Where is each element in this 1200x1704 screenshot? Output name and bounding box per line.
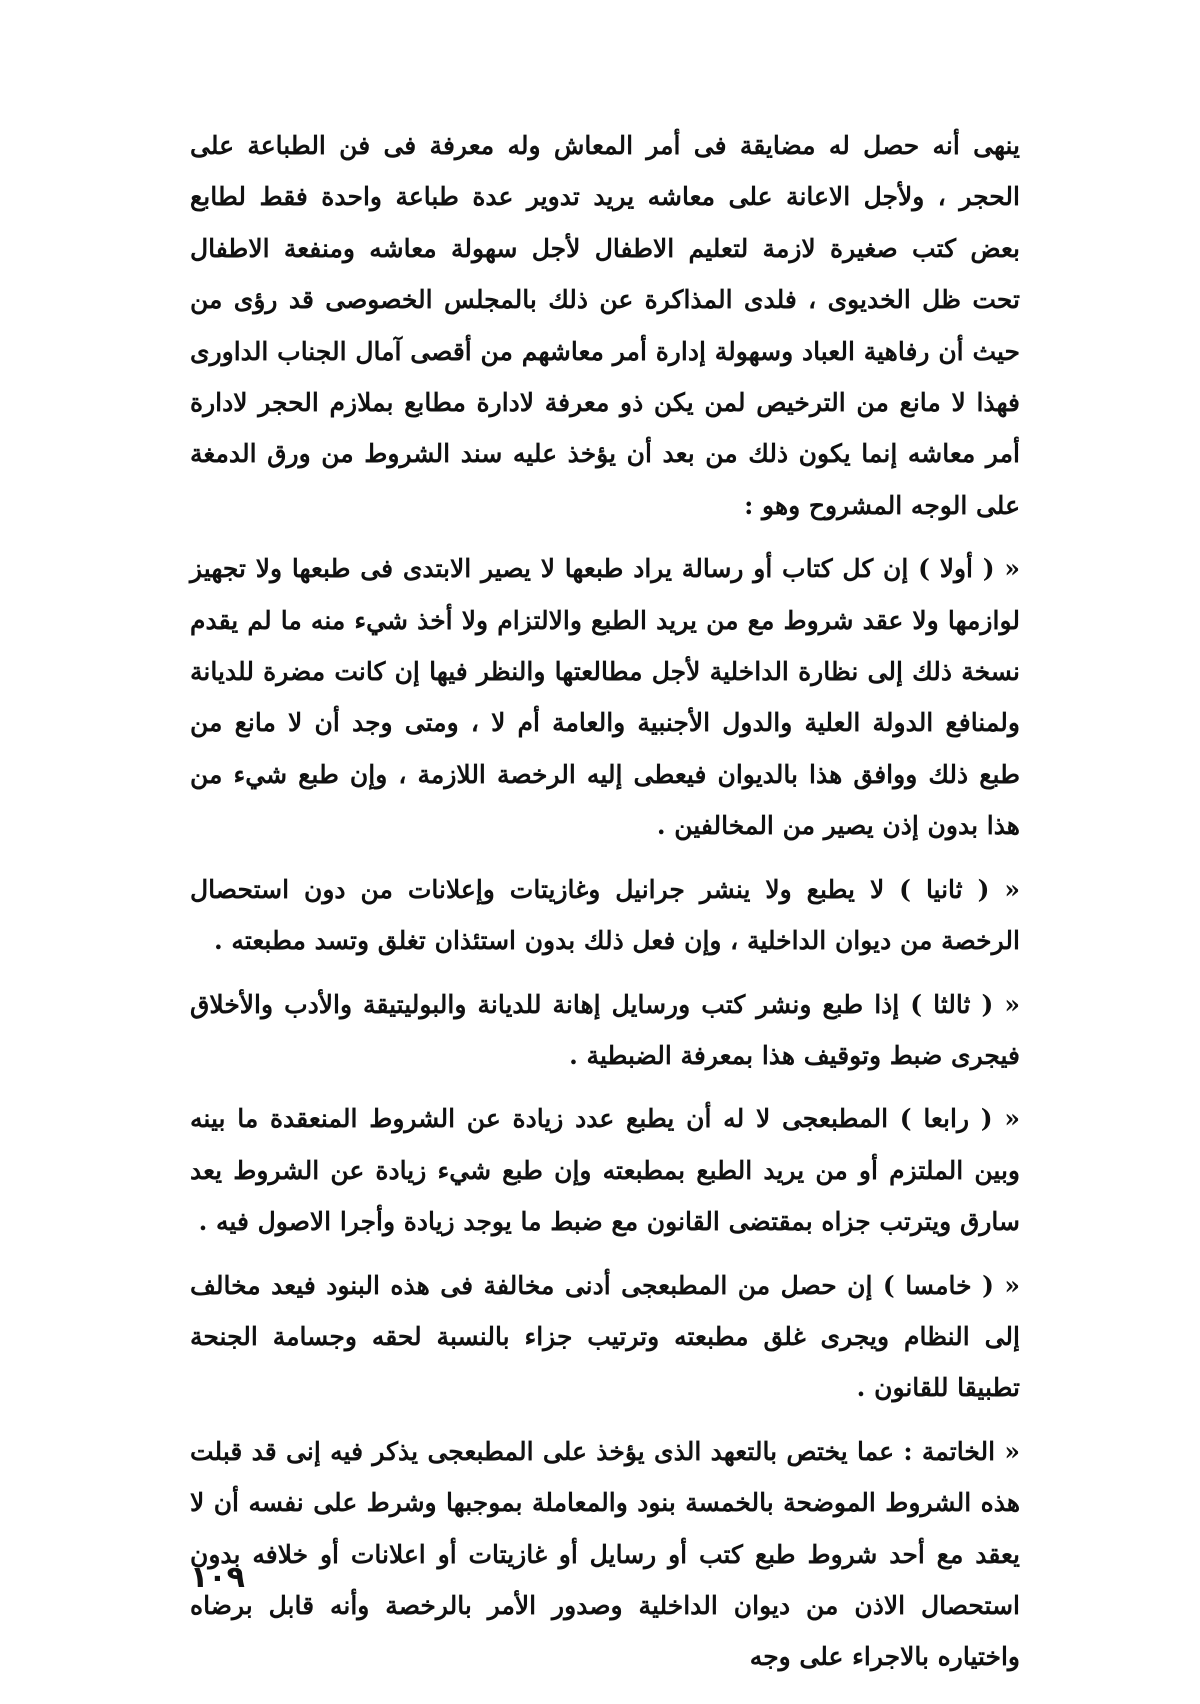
paragraph-fourth-condition: « ( رابعا ) المطبعجى لا له أن يطبع عدد زيادة عن الشروط المنعقدة ما بينه وبين الملتزم أو من يريد الطبع بمطبعته وإن طبع شيء زيادة عن الشروط يعد سارق ويترتب جزاه بمقتضى القانون مع ضبط ما يوجد زيادة وأجرا الاصول فيه . [190, 1104, 1020, 1237]
paragraph-third-condition: « ( ثالثا ) إذا طبع ونشر كتب ورسايل إهانة للديانة والبوليتيقة والأدب والأخلاق فيجرى ضبط وتوقيف هذا بمعرفة الضبطية . [190, 989, 1020, 1070]
paragraph-second-condition: « ( ثانيا ) لا يطبع ولا ينشر جرانيل وغازيتات وإعلانات من دون استحصال الرخصة من ديوان الداخلية ، وإن فعل ذلك بدون استئذان تغلق وتسد مطبعته . [190, 874, 1020, 956]
paragraph-fifth-condition: « ( خامسا ) إن حصل من المطبعجى أدنى مخالفة فى هذه البنود فيعد مخالف إلى النظام ويجرى غلق مطبعته وترتيب جزاء بالنسبة لحقه وجسامة الجنحة تطبيقا للقانون . [190, 1270, 1020, 1403]
paragraph-first-condition: « ( أولا ) إن كل كتاب أو رسالة يراد طبعها لا يصير الابتدى فى طبعها ولا تجهيز لوازمها ولا عقد شروط مع من يريد الطبع والالتزام ولا أخذ شيء منه ما لم يقدم نسخة ذلك إلى نظارة الداخلية لأجل مطالعتها والنظر فيها إن كانت مضرة للديانة ولمنافع الدولة العلية والدول الأجنبية والعامة أم لا ، ومتى وجد أن لا مانع من طبع ذلك ووافق هذا بالديوان فيعطى إليه الرخصة اللازمة ، وإن طبع شيء من هذا بدون إذن يصير من المخالفين . [190, 554, 1020, 841]
paragraph-conclusion: « الخاتمة : عما يختص بالتعهد الذى يؤخذ على المطبعجى يذكر فيه إنى قد قبلت هذه الشروط الموضحة بالخمسة بنود والمعاملة بموجبها وشرط على نفسه أن لا يعقد مع أحد شروط طبع كتب أو رسايل أو غازيتات أو اعلانات أو خلافه بدون استحصال الاذن من ديوان الداخلية وصدور الأمر بالرخصة وأنه قابل برضاه واختياره بالاجراء على وجه [190, 1436, 1021, 1672]
document-body [190, 120, 1020, 1683]
page-number: ١٠٩ [190, 1560, 245, 1595]
paragraph-intro: ينهى أنه حصل له مضايقة فى أمر المعاش وله معرفة فى فن الطباعة على الحجر ، ولأجل الاعانة على معاشه يريد تدوير عدة طباعة واحدة فقط لطابع بعض كتب صغيرة لازمة لتعليم الاطفال لأجل سهولة معاشه ومنفعة الاطفال تحت ظل الخديوى ، فلدى المذاكرة عن ذلك بالمجلس الخصوصى قد رؤى من حيث أن رفاهية العباد وسهولة إدارة أمر معاشهم من أقصى آمال الجناب الداورى فهذا لا مانع من الترخيص لمن يكن ذو معرفة لادارة مطابع بملازم الحجر لادارة أمر معاشه إنما يكون ذلك من بعد أن يؤخذ عليه سند الشروط من ورق الدمغة على الوجه المشروح وهو : [190, 131, 1020, 520]
